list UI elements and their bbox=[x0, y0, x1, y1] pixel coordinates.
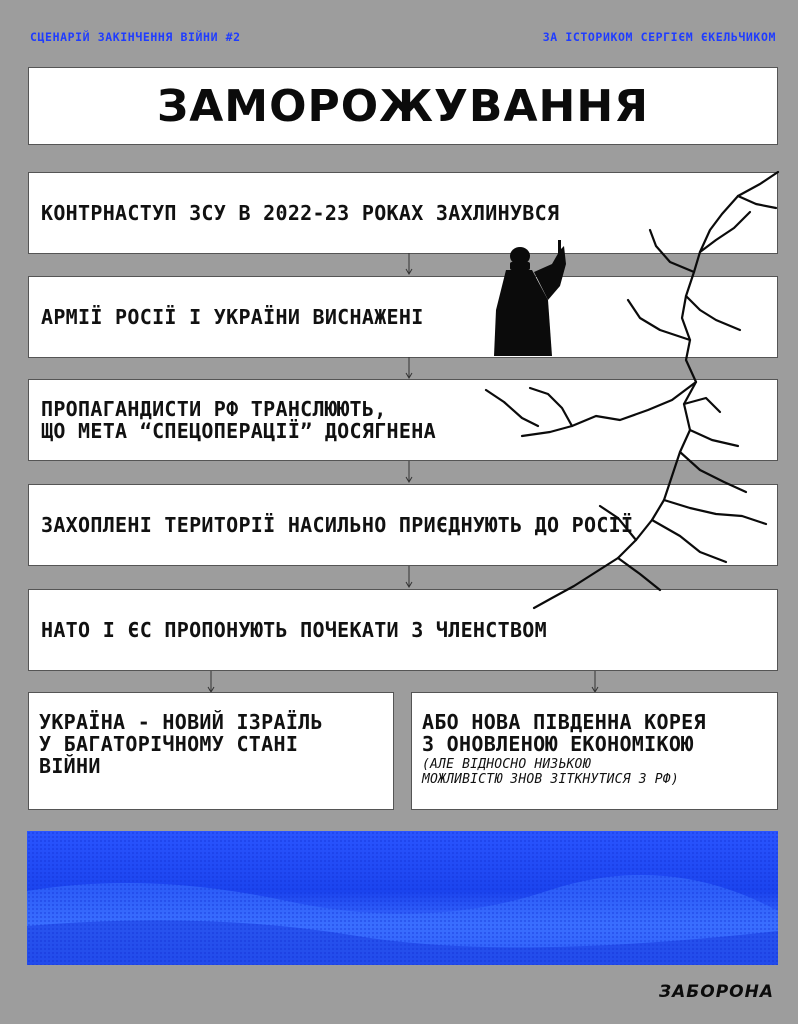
brand-logo: ЗАБОРОНА bbox=[659, 982, 774, 1002]
step-3 bbox=[28, 379, 778, 461]
credit-label: ЗА ІСТОРИКОМ СЕРГІЄМ ЄКЕЛЬЧИКОМ bbox=[542, 30, 776, 44]
step-4 bbox=[28, 484, 778, 566]
down-arrow-icon bbox=[404, 253, 414, 275]
step-text: НАТО І ЄС ПРОПОНУЮТЬ ПОЧЕКАТИ З ЧЛЕНСТВОМ bbox=[41, 618, 547, 642]
title-box bbox=[28, 67, 778, 145]
series-label: СЦЕНАРІЙ ЗАКІНЧЕННЯ ВІЙНИ #2 bbox=[30, 30, 241, 44]
step-text: ПРОПАГАНДИСТИ РФ ТРАНСЛЮЮТЬ, ЩО МЕТА “СПЕЦОПЕРАЦІЇ” ДОСЯГНЕНА bbox=[41, 397, 436, 443]
outcome-text: АБО НОВА ПІВДЕННА КОРЕЯ З ОНОВЛЕНОЮ ЕКОНОМІКОЮ bbox=[422, 710, 706, 756]
step-2 bbox=[28, 276, 778, 358]
outcome-korea bbox=[411, 692, 778, 810]
page-title: ЗАМОРОЖУВАННЯ bbox=[156, 80, 650, 132]
down-arrow-icon bbox=[590, 671, 600, 693]
outcome-note: (АЛЕ ВІДНОСНО НИЗЬКОЮ МОЖЛИВІСТЮ ЗНОВ ЗІТКНУТИСЯ З РФ) bbox=[422, 757, 679, 787]
blue-photo-strip bbox=[27, 831, 778, 965]
down-arrow-icon bbox=[404, 566, 414, 588]
step-1 bbox=[28, 172, 778, 254]
outcome-text: УКРАЇНА - НОВИЙ ІЗРАЇЛЬ У БАГАТОРІЧНОМУ СТАНІ ВІЙНИ bbox=[39, 710, 323, 778]
step-text: ЗАХОПЛЕНІ ТЕРИТОРІЇ НАСИЛЬНО ПРИЄДНУЮТЬ ДО РОСІЇ bbox=[41, 513, 634, 537]
outcome-israel bbox=[28, 692, 394, 810]
down-arrow-icon bbox=[404, 461, 414, 483]
photo-texture bbox=[27, 831, 778, 965]
step-5 bbox=[28, 589, 778, 671]
down-arrow-icon bbox=[404, 357, 414, 379]
step-text: КОНТРНАСТУП ЗСУ В 2022-23 РОКАХ ЗАХЛИНУВСЯ bbox=[41, 201, 560, 225]
down-arrow-icon bbox=[206, 671, 216, 693]
step-text: АРМІЇ РОСІЇ І УКРАЇНИ ВИСНАЖЕНІ bbox=[41, 305, 424, 329]
